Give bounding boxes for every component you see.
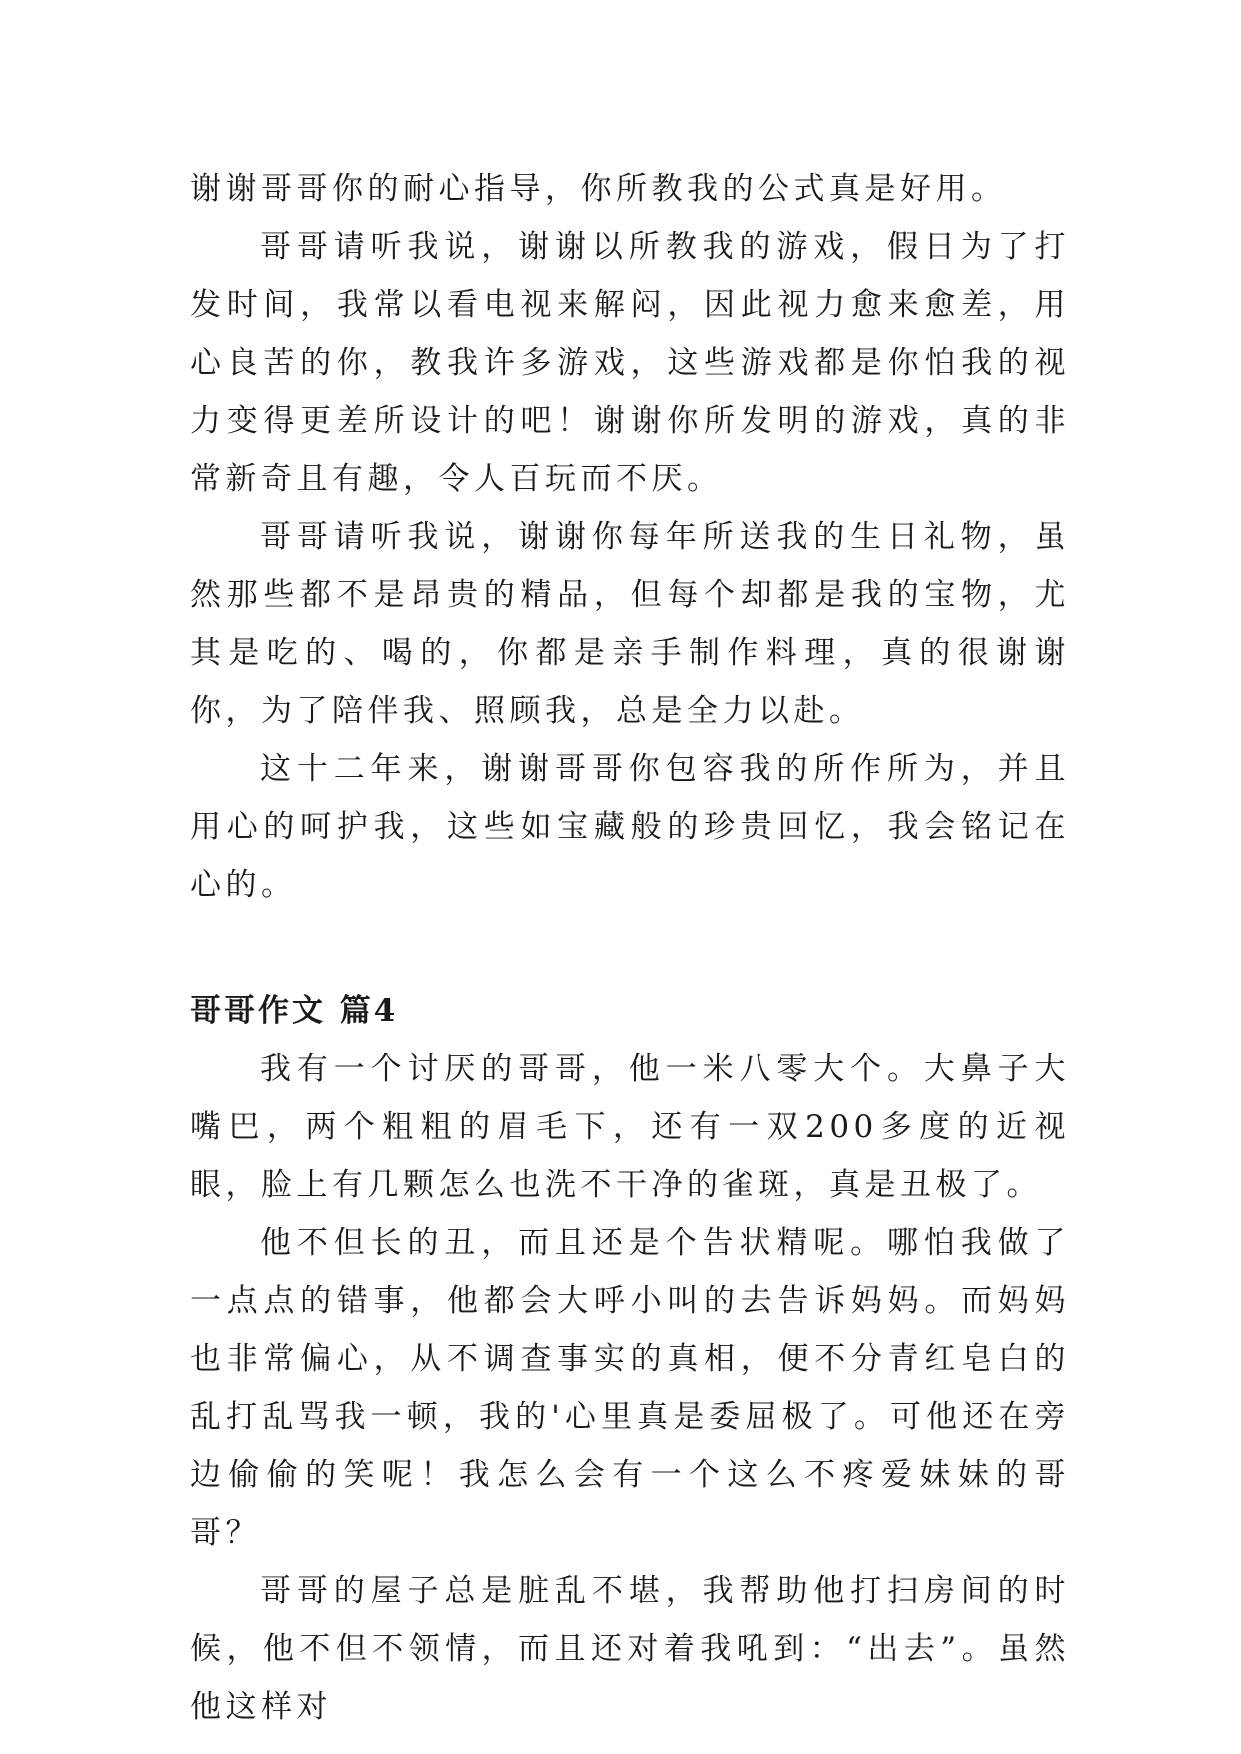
paragraph-annoying-brother: 我有一个讨厌的哥哥，他一米八零大个。大鼻子大嘴巴，两个粗粗的眉毛下，还有一双200多度的近视眼，脸上有几颗怎么也洗不干净的雀斑，真是丑极了。 — [190, 1051, 1070, 1203]
paragraph-birthday-gifts: 哥哥请听我说，谢谢你每年所送我的生日礼物，虽然那些都不是昂贵的精品，但每个却都是我的宝物，尤其是吃的、喝的，你都是亲手制作料理，真的很谢谢你，为了陪伴我、照顾我，总是全力以赴。 — [190, 519, 1070, 729]
paragraph-games: 哥哥请听我说，谢谢以所教我的游戏，假日为了打发时间，我常以看电视来解闷，因此视力愈来愈差，用心良苦的你，教我许多游戏，这些游戏都是你怕我的视力变得更差所设计的吧！谢谢你所发明的游戏，真的非常新奇且有趣，令人百玩而不厌。 — [190, 229, 1070, 497]
paragraph-messy-room: 哥哥的屋子总是脏乱不堪，我帮助他打扫房间的时候，他不但不领情，而且还对着我吼到：“出去”。虽然他这样对 — [190, 1573, 1070, 1725]
paragraph-tattletale: 他不但长的丑，而且还是个告状精呢。哪怕我做了一点点的错事，他都会大呼小叫的去告诉妈妈。而妈妈也非常偏心，从不调查事实的真相，便不分青红皂白的乱打乱骂我一顿，我的'心里真是委屈极了。可他还在旁边偷偷的笑呢！我怎么会有一个这么不疼爱妹妹的哥哥？ — [190, 1225, 1070, 1551]
paragraph-twelve-years: 这十二年来，谢谢哥哥你包容我的所作所为，并且用心的呵护我，这些如宝藏般的珍贵回忆，我会铭记在心的。 — [190, 751, 1070, 903]
document-body — [190, 160, 1070, 1736]
section-heading: 哥哥作文 篇4 — [190, 993, 399, 1029]
paragraph-continuation: 谢谢哥哥你的耐心指导，你所教我的公式真是好用。 — [190, 171, 1007, 207]
section-spacer — [190, 914, 1070, 982]
